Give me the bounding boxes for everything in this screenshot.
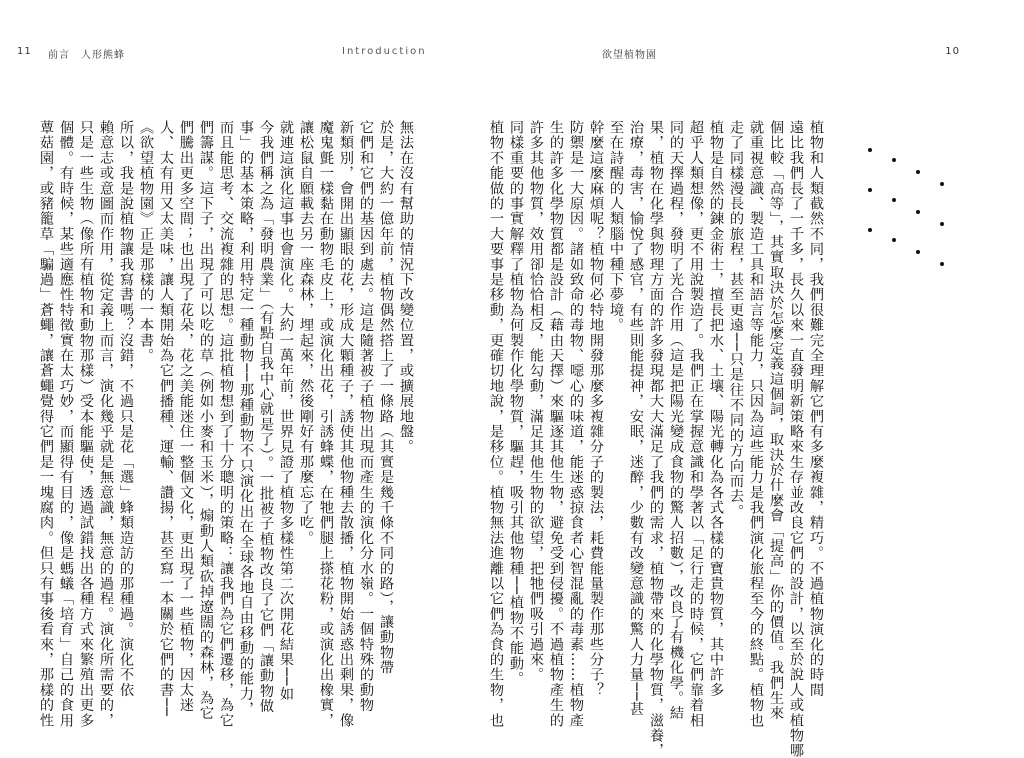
text-line: 們騰出更多空間；也出現了花朵，花之美能迷住一整個文化，更出現了一些植物，因太迷	[178, 120, 194, 713]
right-page-body	[488, 120, 826, 758]
text-line: 同的天擇過程，發明了光合作用（這是把陽光變成食物的驚人招數），改良了有機化學。結	[668, 120, 684, 721]
text-line: 許多其他物質，效用卻恰恰相反，能勾動，滿足其他生物的欲望，把牠們吸引過來。	[528, 120, 544, 683]
text-line: 同樣重要的事實解釋了植物為何製作化學物質，驅趕，吸引其他物種──植物不能動。	[508, 120, 524, 687]
ornament-dot	[940, 262, 944, 266]
ornament-dot	[868, 148, 872, 152]
text-line: 至在詩醒的人類腦中種下夢境。	[608, 120, 624, 333]
ornament-dot	[868, 228, 872, 232]
ornament-dot	[892, 198, 896, 202]
text-line: 於是，大約一億年前，植物偶然搭上了一條路（其實是幾千條不同的路），讓動物帶	[378, 120, 394, 676]
ornament-dot	[892, 158, 896, 162]
text-line: 魔鬼氈一樣黏在動物毛皮上，或演化出花，引誘蜂蝶，在牠們腿上搽花粉，或演化出橡實，	[318, 120, 334, 728]
ornament-dot	[916, 250, 920, 254]
text-line: 只是一些生物（像所有植物和動物那樣）受本能驅使，透過試錯找出各種方式來繁殖出更多	[78, 120, 94, 728]
section-title: Introduction	[342, 46, 427, 57]
text-line: 而且能思考、交流複雜的思想。這批植物想到了十分聰明的策略：讓我們為它們遷移，為它	[218, 120, 234, 728]
text-line: 它們和它們的基因到處去。這是隨著被子植物出現而產生的演化分水嶺。一個特殊的動物	[358, 120, 374, 713]
text-line: 走了同樣漫長的旅程，甚至更遠──只是往不同的方向而去。	[728, 120, 744, 520]
ornament-dot	[916, 210, 920, 214]
text-line: 超乎人類想像，更不用說製造了。我們正在掌握意識和學著以「足行走的時候，它們靠着相	[688, 120, 704, 728]
text-line: 賴意志或意圖而作用，從定義上而言，演化幾乎就是無意識，無意的過程。演化所需要的，	[98, 120, 114, 728]
right-page-number: 10	[945, 46, 960, 57]
text-line: 無法在沒有幫助的情況下改變位置，或擴展地盤。	[398, 120, 414, 455]
text-line: 植物是自然的鍊金術士，擅長把水、土壤、陽光轉化為各式各樣的寶貴物質，其中許多	[708, 120, 724, 698]
text-line: 個體。有時候，某些適應性特徵實在太巧妙，而顯得有目的，像是螞蟻「培育」自己的食用	[58, 120, 74, 728]
text-line: 生的許多化學物質都是設計（藉由天擇）來驅逐其他生物，避免受到侵擾。不過植物產生的	[548, 120, 564, 728]
ornament-dot	[892, 238, 896, 242]
text-line: 讓松鼠自願載去另一座森林，埋起來，然後剛好有那麼忘了吃。	[298, 120, 314, 546]
text-line: 幹麼這麼麻煩呢？植物何必特地開發那麼多複雜分子的製法，耗費能量製作那些分子？	[588, 120, 604, 698]
ornament-dot	[940, 182, 944, 186]
ornament-dot	[940, 222, 944, 226]
text-line: 人、太有用又太美味，讓人類開始為它們播種、運輸、讚揚，甚至寫一本關於它們的書──	[158, 120, 174, 717]
left-page-number: 11	[17, 46, 32, 57]
text-line: 所以，我是說植物讓我寫書嗎？沒錯，不過只是花「選」蜂類造訪的那種過。演化不依	[118, 120, 134, 698]
right-running-title: 欲望植物園	[602, 50, 657, 61]
text-line: 新類別，會開出顯眼的花，形成大顆種子，誘使其他物種去散播，植物開始誘惑出剩果，像	[338, 120, 354, 728]
section-ornament-dots	[868, 148, 978, 288]
text-line: 植物不能做的一大要事是移動，更確切地說，是移位。植物無法進離以它們為食的生物，也	[488, 120, 504, 728]
text-line: 就重視意識、製造工具和語言等能力，只因為這些能力是我們演化旅程至今的終點。植物也	[748, 120, 764, 728]
ornament-dot	[868, 188, 872, 192]
text-line: 治療，毒害，愉悅了感官，有些則能提神，安眠，迷醉，少數有改變意識的驚人力量──甚	[628, 120, 644, 717]
left-page-body	[38, 120, 416, 728]
text-line: 果，植物在化學與物理方面的許多發現都大大滿足了我們的需求，植物帶來的化學物質，滋養，	[648, 120, 664, 758]
text-line: 植物和人類截然不同，我們很難完全理解它們有多麼複雜，精巧。不過植物演化的時間	[808, 120, 824, 698]
ornament-dot	[916, 170, 920, 174]
text-line: 們籌謀。這下子，出現了可以吃的草（例如小麥和玉米），煽動人類砍掉遼闊的森林，為它	[198, 120, 214, 721]
text-line: 防禦是一大原因。諸如致命的毒物、噁心的味道，能迷惑掠食者心智混亂的毒素……植物產	[568, 120, 584, 728]
text-line: 今我們稱之為「發明農業」（有點自我中心就是了）。一批被子植物改良了它們「讓動物做	[258, 120, 274, 714]
left-running-title: 前言 人形熊蜂	[48, 50, 125, 61]
text-line: 就連這演化這事也會演化。大約一萬年前，世界見證了植物多樣性第二次開花結果──如	[278, 120, 294, 702]
text-line: 《欲望植物園》正是那樣的一本書。	[138, 120, 154, 364]
text-line: 事」的基本策略，利用特定一種動物──那種動物不只演化出在全球各地自由移動的能力，	[238, 120, 254, 717]
text-line: 蕈菇園，或豬籠草「騙過」蒼蠅，讓蒼蠅覺得它們是一塊腐肉。但只有事後看來，那樣的性	[38, 120, 54, 728]
text-line: 遠比我們長了一千多，長久以來一直發明新策略來生存並改良它們的設計，以至於說人或植物哪	[788, 120, 804, 758]
text-line: 個比較「高等」，其實取決於怎麼定義這個詞，取決於什麼會「提高」你的價值。我們生來	[768, 120, 784, 721]
